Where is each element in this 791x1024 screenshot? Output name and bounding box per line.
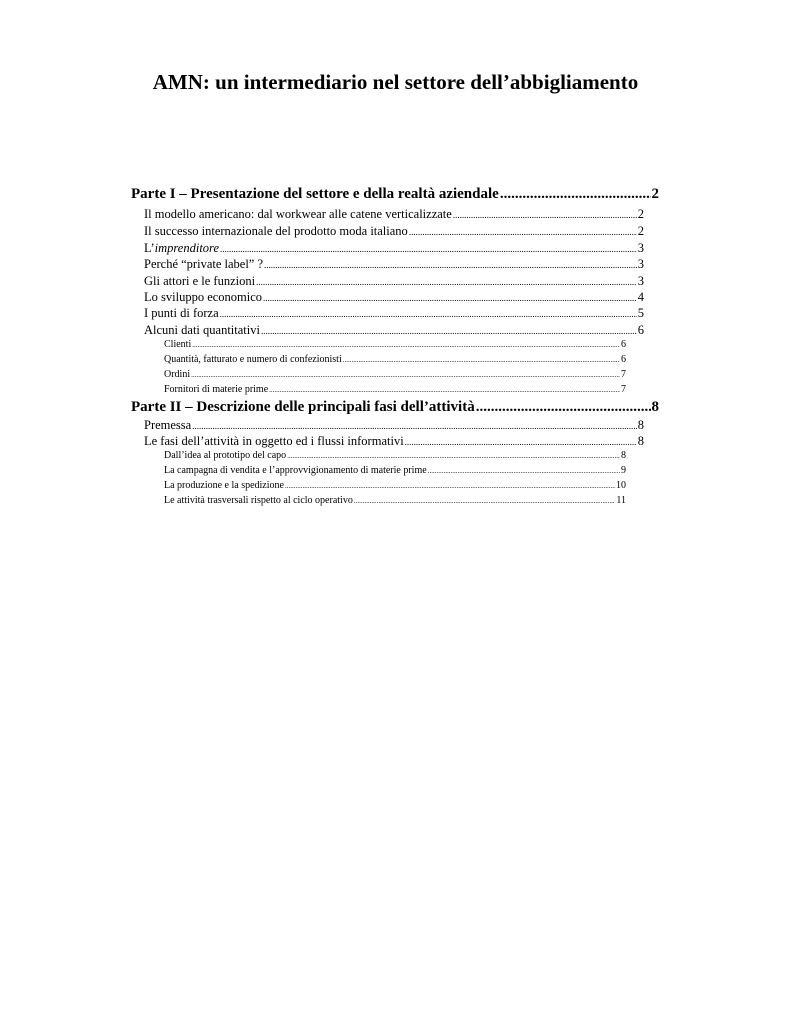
toc-entry-label: Perché “private label” ? <box>144 257 264 271</box>
toc-entry-label: Il modello americano: dal workwear alle catene verticalizzate <box>144 207 452 221</box>
toc-leader-dots <box>191 371 620 379</box>
toc-entry-label: Quantità, fatturato e numero di confezionisti <box>164 354 342 365</box>
toc-page-number: 7 <box>621 384 626 395</box>
toc-entry[interactable] <box>144 274 644 289</box>
toc-leader-dots <box>343 356 620 364</box>
toc-page-number: 2 <box>637 207 644 221</box>
toc-page-number: 6 <box>621 339 626 350</box>
toc-entry-label-italic: imprenditore <box>154 241 219 255</box>
toc-leader-dots <box>405 437 637 447</box>
toc-entry[interactable] <box>144 241 644 256</box>
toc-subentry[interactable] <box>164 450 626 461</box>
toc-entry-label: La campagna di vendita e l’approvvigionamento di materie prime <box>164 465 427 476</box>
toc-entry-label: La produzione e la spedizione <box>164 480 284 491</box>
toc-leader-dots <box>264 260 637 270</box>
toc-page-number: 8 <box>651 399 659 415</box>
toc-leader-dots <box>263 293 637 303</box>
toc-page-number: 9 <box>621 465 626 476</box>
toc-entry-label: Lo sviluppo economico <box>144 290 263 304</box>
toc-subentry[interactable] <box>164 369 626 380</box>
toc-leader-dots <box>500 186 651 203</box>
toc-subentry[interactable] <box>164 339 626 350</box>
toc-page-number: 2 <box>637 224 644 238</box>
toc-entry-label: Parte II – Descrizione delle principali fasi dell’attività <box>131 399 475 415</box>
toc-entry-label: Premessa <box>144 418 192 432</box>
toc-part-2-heading[interactable] <box>131 399 659 416</box>
toc-leader-dots <box>287 452 620 460</box>
toc-entry[interactable] <box>144 290 644 305</box>
toc-entry[interactable] <box>144 323 644 338</box>
toc-entry-label: Parte I – Presentazione del settore e della realtà aziendale <box>131 186 499 202</box>
toc-page-number: 11 <box>616 495 626 506</box>
toc-subentry[interactable] <box>164 465 626 476</box>
toc-page-number: 7 <box>621 369 626 380</box>
toc-leader-dots <box>476 399 651 416</box>
toc-entry-label: Alcuni dati quantitativi <box>144 323 260 337</box>
toc-entry-label: Le attività trasversali rispetto al ciclo operativo <box>164 495 353 506</box>
toc-entry-label: Ordini <box>164 369 191 380</box>
toc-subentry[interactable] <box>164 495 626 506</box>
toc-leader-dots <box>220 309 637 319</box>
toc-entry[interactable] <box>144 224 644 239</box>
toc-subentry[interactable] <box>164 384 626 395</box>
toc-entry[interactable] <box>144 434 644 449</box>
toc-leader-dots <box>428 467 620 475</box>
toc-page-number: 5 <box>637 306 644 320</box>
toc-part-1-heading[interactable] <box>131 186 659 203</box>
toc-entry[interactable] <box>144 257 644 272</box>
toc-leader-dots <box>192 341 620 349</box>
toc-entry-label: Il successo internazionale del prodotto moda italiano <box>144 224 408 238</box>
toc-page-number: 10 <box>616 480 626 491</box>
toc-entry-label <box>144 241 219 256</box>
toc-page-number: 4 <box>637 290 644 304</box>
toc-entry-label: Fornitori di materie prime <box>164 384 269 395</box>
toc-page-number: 6 <box>621 354 626 365</box>
toc-leader-dots <box>409 227 637 237</box>
toc-page-number: 3 <box>637 274 644 288</box>
toc-page-number: 6 <box>637 323 644 337</box>
toc-entry-label-prefix: L’ <box>144 241 155 255</box>
toc-entry[interactable] <box>144 418 644 433</box>
toc-leader-dots <box>285 482 615 490</box>
toc-page-number: 8 <box>637 418 644 432</box>
toc-entry[interactable] <box>144 306 644 321</box>
toc-page-number: 3 <box>637 257 644 271</box>
toc-page-number: 8 <box>637 434 644 448</box>
toc-page-number: 3 <box>637 241 644 255</box>
toc-entry-label: I punti di forza <box>144 306 219 320</box>
toc-entry-label: Gli attori e le funzioni <box>144 274 256 288</box>
document-title: AMN: un intermediario nel settore dell’abbigliamento <box>152 70 639 94</box>
toc-page-number: 8 <box>621 450 626 461</box>
toc-entry-label: Clienti <box>164 339 192 350</box>
toc-leader-dots <box>220 244 637 254</box>
toc-entry-label: Dall’idea al prototipo del capo <box>164 450 287 461</box>
toc-entry[interactable] <box>144 207 644 222</box>
toc-subentry[interactable] <box>164 354 626 365</box>
toc-leader-dots <box>269 386 620 394</box>
toc-leader-dots <box>354 497 616 505</box>
toc-entry-label: Le fasi dell’attività in oggetto ed i flussi informativi <box>144 434 404 448</box>
toc-leader-dots <box>192 421 637 431</box>
toc-subentry[interactable] <box>164 480 626 491</box>
toc-leader-dots <box>453 210 637 220</box>
toc-leader-dots <box>261 326 637 336</box>
toc-page-number: 2 <box>651 186 659 202</box>
toc-leader-dots <box>256 277 637 287</box>
